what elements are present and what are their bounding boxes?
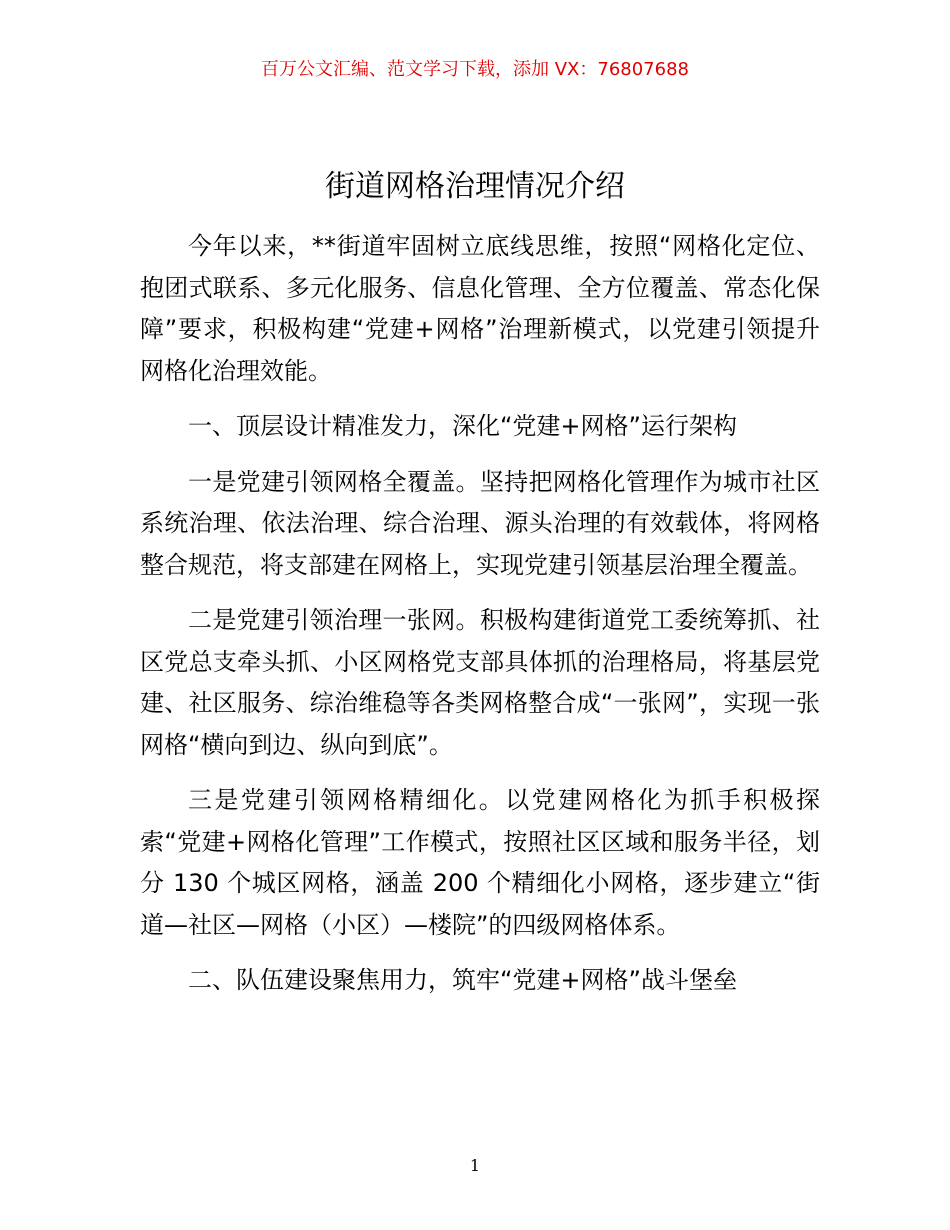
document-title: 街道网格治理情况介绍 xyxy=(325,169,625,204)
paragraph-point-3: 三是党建引领网格精细化。以党建网格化为抓手积极探索“党建+网格化管理”工作模式，按照社区区域和服务半径，划分 130 个城区网格，涵盖 200 个精细化小网格，逐步建立“街道—社区—网格（小区）—楼院”的四级网格体系。 xyxy=(140,786,820,939)
paragraph-point-2: 二是党建引领治理一张网。积极构建街道党工委统筹抓、社区党总支牵头抓、小区网格党支部具体抓的治理格局，将基层党建、社区服务、综治维稳等各类网格整合成“一张网”，实现一张网格“横向到边、纵向到底”。 xyxy=(140,606,820,759)
document-body xyxy=(140,226,820,1016)
intro-paragraph: 今年以来，**街道牢固树立底线思维，按照“网格化定位、抱团式联系、多元化服务、信息化管理、全方位覆盖、常态化保障”要求，积极构建“党建+网格”治理新模式，以党建引领提升网格化治理效能。 xyxy=(140,232,820,385)
section-heading-1: 一、顶层设计精准发力，深化“党建+网格”运行架构 xyxy=(188,412,737,440)
page-number: 1 xyxy=(469,1156,481,1175)
header-promo-text: 百万公文汇编、范文学习下载，添加 VX：76807688 xyxy=(261,59,689,80)
paragraph-point-1: 一是党建引领网格全覆盖。坚持把网格化管理作为城市社区系统治理、依法治理、综合治理、源头治理的有效载体，将网格整合规范，将支部建在网格上，实现党建引领基层治理全覆盖。 xyxy=(140,467,820,579)
section-heading-2: 二、队伍建设聚焦用力，筑牢“党建+网格”战斗堡垒 xyxy=(188,966,737,994)
